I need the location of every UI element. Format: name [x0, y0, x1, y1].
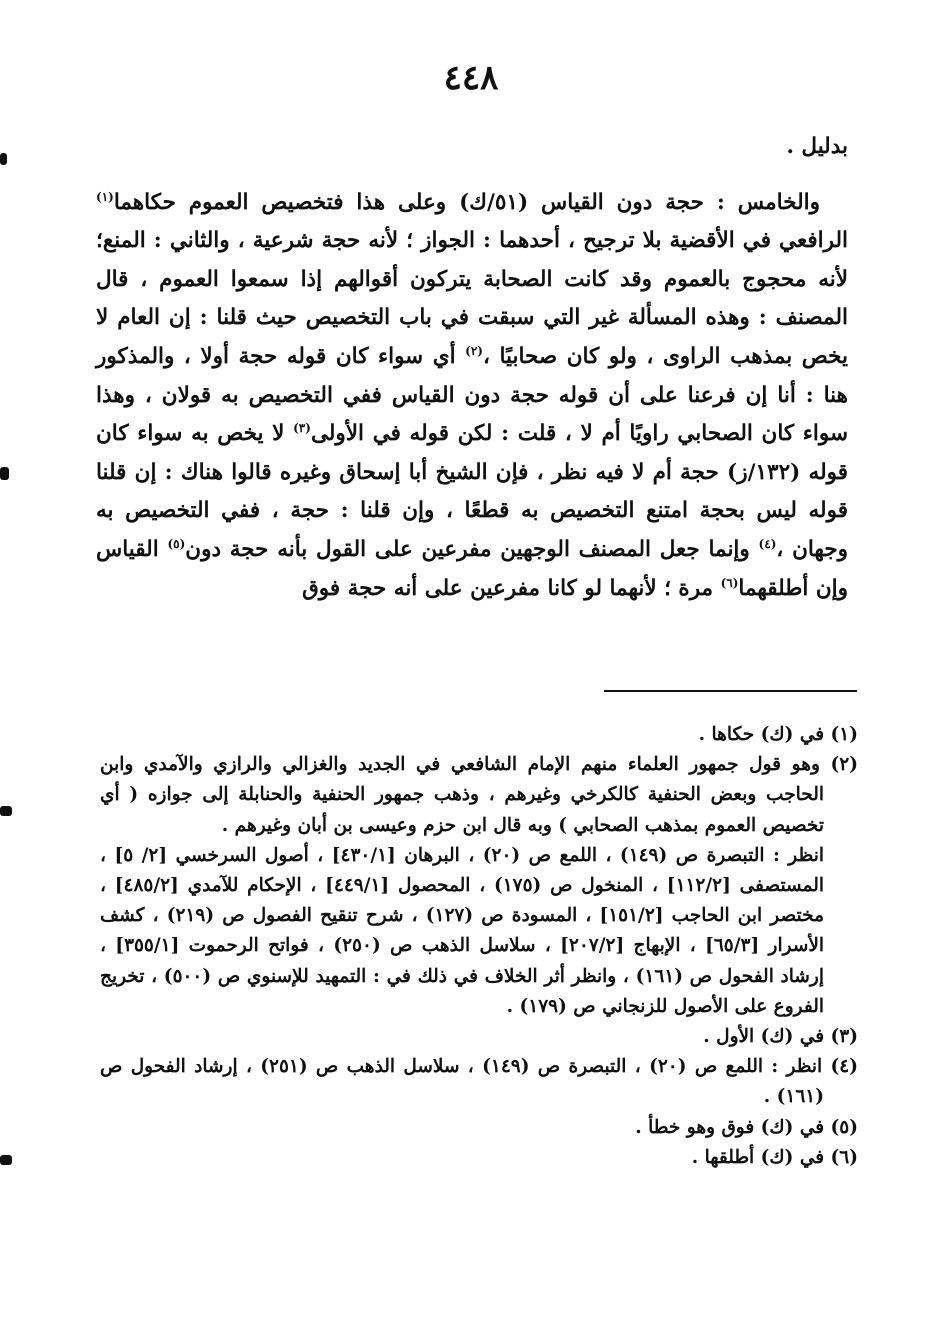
page-number: ٤٤٨: [443, 58, 499, 98]
text-run: أي سواء كان قوله حجة أولا ، والمذكور هنا : أنا إن فرعنا على أن قوله حجة دون القياس ففي التخصيص به قولان ، وهذا سواء كان الصحابي راويًا أم لا ، قلت : لكن قوله في الأولى: [96, 343, 848, 447]
footnote-divider: [604, 690, 857, 692]
footnote-2: (٢) وهو قول جمهور العلماء منهم الإمام الشافعي في الجديد والغزالي والرازي والآمدي وابن الحاجب وبعض الحنفية كالكرخي وغيرهم ، وذهب جمهور الحنفية والحنابلة إلى جوازه ( أي تخصيص العموم بمذهب الصحابي ) وبه قال ابن حزم وعيسى بن أبان وغيرهم .: [100, 754, 858, 836]
paragraph-2: [96, 184, 848, 609]
footnote-ref-2: (٢): [465, 343, 483, 358]
footnote-6: (٦) في (ك) أطلقها .: [691, 1146, 858, 1168]
text-run: وإنما جعل المصنف الوجهين مفرعين على القول بأنه حجة دون: [185, 536, 759, 562]
scan-mark: [0, 467, 9, 480]
footnote-ref-6: (٦): [720, 575, 739, 590]
paragraph-1: بدليل .: [786, 134, 848, 159]
scan-mark: [0, 153, 7, 165]
footnote-1: (١) في (ك) حكاها .: [698, 724, 858, 745]
footnote-3: (٣) في (ك) الأول .: [703, 1026, 858, 1048]
text-run: والخامس : حجة دون القياس (٥١/ك) وعلى هذا فتخصيص العموم حكاهما: [113, 189, 820, 215]
text-run: الرافعي في الأقضية بلا ترجيح ، أحدهما : الجواز ؛ لأنه حجة شرعية ، والثاني : المنع؛ لأنه محجوج بالعموم وقد كانت الصحابة يتركون أقوالهم إذا سمعوا العموم ، قال المصنف : وهذه المسألة غير التي سبقت في باب التخصيص حيث قلنا : إن العام لا يخص بمذهب الراوى ، ولو كان صحابيًا ،: [96, 228, 848, 369]
footnote-ref-4: (٤): [758, 536, 777, 551]
footnote-5: (٥) في (ك) فوق وهو خطأ .: [635, 1116, 858, 1138]
footnote-ref-1: (١): [96, 189, 114, 204]
main-text: [96, 128, 848, 608]
text-run: لا يخص به سواء كان قوله (١٣٢/ز) حجة أم لا فيه نظر ، فإن الشيخ أبا إسحاق وغيره قالوا هناك : إن قلنا قوله ليس بحجة امتنع التخصيص به قطعًا ، وإن قلنا : حجة ، ففي التخصيص به وجهان ،: [96, 421, 849, 562]
footnote-2-sources: انظر : التبصرة ص (١٤٩) ، اللمع ص (٢٠) ، البرهان [٤٣٠/١] ، أصول السرخسي [٢/ ٥] ، المستصفى [١١٢/٢] ، المنخول ص (١٧٥) ، المحصول [٤٤٩/١] ، الإحكام للآمدي [٤٨٥/٢] ، مختصر ابن الحاجب [١٥١/٢] ، المسودة ص (١٢٧) ، شرح تنقيح الفصول ص (٢١٩) ، كشف الأسرار [٦٥/٣] ، الإبهاج [٢٠٧/٢] ، سلاسل الذهب ص (٢٥٠) ، فواتح الرحموت [٣٥٥/١] ، إرشاد الفحول ص (١٦١) ، وانظر أثر الخلاف في ذلك في : التمهيد للإسنوي ص (٥٠٠) ، تخريج الفروع على الأصول للزنجاني ص (١٧٩) .: [100, 844, 825, 1017]
scan-mark: [0, 1155, 12, 1165]
footnote-ref-5: (٥): [167, 536, 186, 551]
scan-mark: [0, 806, 12, 816]
footnote-ref-3: (٣): [293, 421, 311, 435]
footnotes: [100, 720, 858, 1173]
text-run: مرة ؛ لأنهما لو كانا مفرعين على أنه حجة فوق: [302, 575, 721, 601]
footnote-4: (٤) انظر : اللمع ص (٢٠) ، التبصرة ص (١٤٩) ، سلاسل الذهب ص (٢٥١) ، إرشاد الفحول ص (١٦١) .: [100, 1056, 858, 1108]
text-run: القياس وإن أطلقهما: [96, 536, 848, 601]
